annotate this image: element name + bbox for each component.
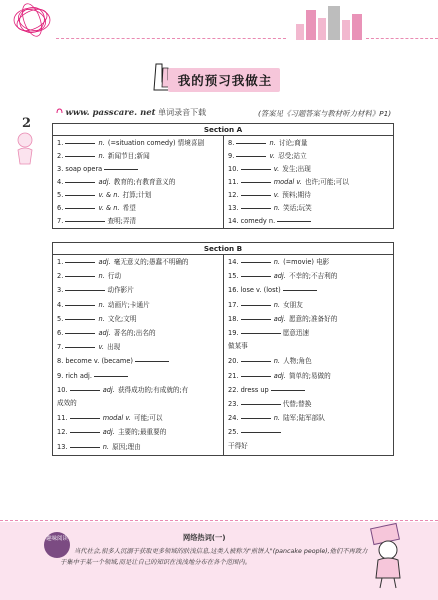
page-title: 我的预习我做主 (177, 73, 273, 88)
cartoon-icon (10, 130, 40, 170)
part-of-speech: adj. (273, 272, 288, 281)
vocab-row (228, 369, 393, 381)
vocab-row (57, 383, 222, 395)
item-definition: 陆军;陆军部队 (283, 414, 325, 423)
answer-blank[interactable] (65, 214, 105, 222)
header-decoration (0, 0, 438, 60)
answer-blank[interactable] (241, 188, 271, 196)
answer-blank[interactable] (241, 255, 271, 263)
part-of-speech: adj. (273, 314, 288, 323)
item-number: 4. (57, 178, 66, 186)
section-b-title: Section B (53, 243, 393, 255)
part-of-speech: n. (98, 300, 107, 309)
item-definition: (=movie) 电影 (283, 258, 330, 266)
item-number: 13. (228, 204, 241, 212)
item-definition: 干得好 (228, 441, 248, 450)
vocab-row (228, 440, 393, 452)
vocab-row (57, 149, 222, 161)
item-number: 16. (228, 286, 241, 295)
vocab-row (57, 269, 222, 281)
vocab-row (57, 369, 222, 381)
answer-blank[interactable] (241, 162, 271, 170)
part-of-speech: n. (98, 152, 107, 160)
item-definition: 文化;文明 (107, 314, 137, 323)
part-of-speech: n. (273, 414, 283, 423)
item-number: 2. (57, 272, 66, 281)
part-of-speech: v. (273, 165, 282, 173)
vocab-row (57, 162, 222, 174)
item-definition: 行动 (107, 272, 122, 281)
item-definition: dress up (240, 385, 269, 394)
item-definition: 打算;计划 (122, 191, 152, 199)
vocab-row (57, 201, 222, 213)
vocab-row (57, 411, 222, 423)
answer-blank[interactable] (236, 136, 266, 144)
answer-blank[interactable] (65, 201, 95, 209)
item-number: 15. (228, 272, 241, 281)
item-definition: 获得成功的;有成就的;有 (117, 385, 189, 394)
vocab-row (228, 255, 393, 267)
item-number: 6. (57, 329, 66, 337)
item-number: 18. (228, 314, 241, 323)
answer-blank[interactable] (135, 354, 169, 362)
answer-blank[interactable] (65, 149, 95, 157)
part-of-speech: n. (102, 442, 112, 451)
item-definition: lose v. (lost) (240, 286, 281, 295)
part-of-speech: n. (98, 272, 107, 281)
part-of-speech: n. (269, 139, 278, 147)
part-of-speech: n. (273, 300, 283, 309)
vocab-row (228, 162, 393, 174)
item-definition: 教育的;有教育意义的 (113, 178, 176, 186)
item-number: 1. (57, 139, 66, 147)
vocab-row (228, 298, 393, 310)
part-of-speech: v. & n. (98, 204, 122, 212)
answer-blank[interactable] (241, 411, 271, 419)
item-number: 5. (57, 314, 66, 323)
part-of-speech: v. & n. (98, 191, 122, 199)
vocab-row (57, 283, 222, 295)
item-number: 11. (57, 414, 70, 423)
answer-blank[interactable] (65, 312, 95, 320)
item-definition: 不幸的;不吉利的 (288, 272, 338, 281)
footer-title: 网络热词(一) (183, 533, 226, 542)
item-definition: 简单的;易做的 (288, 371, 331, 380)
vocab-row (228, 149, 393, 161)
item-number: 3. (57, 165, 66, 173)
item-definition: 女朋友 (283, 300, 303, 309)
headphone-icon (56, 108, 63, 115)
vocab-row (57, 298, 222, 310)
item-definition: 发生;出现 (282, 165, 311, 173)
vocab-row (57, 312, 222, 324)
item-number: 7. (57, 217, 66, 225)
section-a-title: Section A (53, 124, 393, 136)
section-b-table (52, 242, 394, 456)
scribble-icon (8, 2, 56, 42)
answer-blank[interactable] (70, 425, 100, 433)
item-number: 7. (57, 343, 66, 352)
item-number: 19. (228, 329, 241, 337)
answer-blank[interactable] (241, 326, 281, 334)
item-number: 21. (228, 371, 241, 380)
item-definition: 新闻节目;新闻 (107, 152, 150, 160)
item-number: 9. (57, 371, 66, 380)
item-definition: 出现 (107, 343, 121, 352)
item-definition: (=situation comedy) 情境喜剧 (107, 139, 205, 147)
item-definition: 做某事 (228, 342, 248, 351)
answer-blank[interactable] (70, 411, 100, 419)
vocab-row (228, 201, 393, 213)
item-number: 23. (228, 400, 241, 408)
footer-body: 当代社会,很多人沉溺于获取更多领域的肤浅信息,这类人被称为"煎饼人"(pancake people),他们不再致力于集中于某一个领域,而是让自己的知识在浅浅地分布在各个范围内。 (60, 548, 368, 566)
vocab-row (57, 340, 222, 352)
answer-blank[interactable] (241, 298, 271, 306)
site-suffix: 单词录音下载 (155, 108, 207, 117)
vocab-row (228, 312, 393, 324)
vocab-row (228, 188, 393, 200)
item-definition: 主要的;最重要的 (117, 428, 167, 437)
item-definition: comedy n. (240, 217, 276, 225)
item-definition: soap opera (65, 165, 103, 173)
part-of-speech: n. (98, 139, 107, 147)
answer-blank[interactable] (241, 354, 271, 362)
vocab-row (228, 397, 393, 409)
answer-blank[interactable] (65, 175, 95, 183)
vocab-row (228, 175, 393, 187)
vocab-row (228, 326, 393, 338)
item-definition: become v. (became) (65, 357, 133, 366)
item-number: 8. (57, 357, 66, 366)
item-definition: 讨论;商量 (278, 139, 308, 147)
item-definition: 成效的 (57, 399, 77, 407)
item-definition: 毫无意义的;愚蠢不明确的 (113, 258, 189, 266)
vocab-row (57, 425, 222, 437)
item-number: 25. (228, 428, 241, 437)
vocab-row (228, 283, 393, 295)
vocab-row (57, 326, 222, 338)
answer-blank[interactable] (65, 255, 95, 263)
item-definition: 希望 (122, 204, 136, 212)
vocab-row (57, 397, 222, 409)
item-number: 12. (228, 191, 241, 199)
part-of-speech: v. (98, 343, 107, 352)
item-number: 1. (57, 258, 66, 266)
item-definition: 笑话;玩笑 (283, 204, 312, 212)
answer-blank[interactable] (283, 283, 317, 291)
answer-blank[interactable] (104, 162, 138, 170)
vocab-row (228, 136, 393, 148)
item-definition: 代替;替换 (282, 400, 312, 408)
vocab-row (228, 340, 393, 352)
item-definition: 可能;可以 (133, 414, 163, 423)
item-definition: 动画片;卡通片 (107, 300, 150, 309)
item-number: 14. (228, 258, 241, 266)
item-number: 11. (228, 178, 241, 186)
item-number: 8. (228, 139, 237, 147)
item-number: 2. (57, 152, 66, 160)
site-link[interactable] (56, 107, 206, 118)
vocab-row (57, 136, 222, 148)
item-number: 22. (228, 385, 241, 394)
vocab-row (228, 214, 393, 226)
answer-blank[interactable] (241, 175, 271, 183)
answer-blank[interactable] (65, 283, 105, 291)
item-definition: 原因;理由 (112, 442, 141, 451)
answer-blank[interactable] (271, 383, 305, 391)
item-number: 17. (228, 300, 241, 309)
answer-blank[interactable] (241, 397, 281, 405)
item-number: 6. (57, 204, 66, 212)
item-number: 13. (57, 442, 70, 451)
item-number: 20. (228, 357, 241, 366)
answer-blank[interactable] (94, 369, 128, 377)
item-definition: 著名的;出名的 (113, 329, 156, 337)
answer-blank[interactable] (70, 383, 100, 391)
item-number: 10. (57, 385, 70, 394)
vocab-row (57, 214, 222, 226)
answer-blank[interactable] (241, 425, 281, 433)
vocab-row (57, 188, 222, 200)
part-of-speech: adj. (98, 178, 113, 186)
part-of-speech: modal v. (273, 178, 304, 186)
answer-blank[interactable] (65, 188, 95, 196)
reading-girl-icon (362, 520, 414, 590)
vocab-row (57, 354, 222, 366)
answer-blank[interactable] (65, 340, 95, 348)
answer-blank[interactable] (241, 201, 271, 209)
part-of-speech: modal v. (102, 414, 133, 423)
vocab-row (57, 440, 222, 452)
vocab-row (57, 255, 222, 267)
answer-blank[interactable] (241, 369, 271, 377)
part-of-speech: n. (273, 204, 283, 212)
answer-blank[interactable] (277, 214, 311, 222)
answer-blank[interactable] (241, 312, 271, 320)
item-number: 4. (57, 300, 66, 309)
item-number: 12. (57, 428, 70, 437)
answer-blank[interactable] (65, 298, 95, 306)
vocab-row (228, 411, 393, 423)
page-number: 2 (22, 116, 32, 131)
part-of-speech: v. (269, 152, 278, 160)
answer-blank[interactable] (65, 136, 95, 144)
item-definition: 也许;可能;可以 (304, 178, 349, 186)
item-definition: 忍受;站立 (278, 152, 307, 160)
answer-blank[interactable] (70, 440, 100, 448)
part-of-speech: adj. (98, 258, 113, 266)
vocab-row (228, 425, 393, 437)
vocab-row (228, 354, 393, 366)
item-number: 9. (228, 152, 237, 160)
answer-blank[interactable] (236, 149, 266, 157)
vocab-row (228, 383, 393, 395)
answer-note: (答案见《习题答案与教材听力材料》P1) (258, 109, 392, 118)
vocab-row (228, 269, 393, 281)
item-number: 24. (228, 414, 241, 423)
item-definition: 预料;期待 (282, 191, 311, 199)
site-url: www. passcare. net (65, 108, 156, 118)
item-number: 5. (57, 191, 66, 199)
item-number: 10. (228, 165, 241, 173)
answer-blank[interactable] (65, 269, 95, 277)
item-definition: 愿意迅速 (282, 329, 310, 337)
item-definition: 愿意的;准备好的 (288, 314, 338, 323)
item-definition: 人物;角色 (283, 357, 312, 366)
part-of-speech: n. (98, 314, 107, 323)
item-number: 14. (228, 217, 241, 225)
part-of-speech: adj. (98, 329, 113, 337)
item-definition: 查明;弄清 (107, 217, 137, 225)
item-number: 3. (57, 286, 66, 295)
part-of-speech: adj. (102, 385, 117, 394)
answer-blank[interactable] (65, 326, 95, 334)
part-of-speech: n. (273, 357, 283, 366)
part-of-speech: adj. (273, 371, 288, 380)
answer-blank[interactable] (241, 269, 271, 277)
vocab-row (57, 175, 222, 187)
part-of-speech: n. (273, 258, 283, 266)
part-of-speech: v. (273, 191, 282, 199)
part-of-speech: adj. (102, 428, 117, 437)
section-a-table (52, 123, 394, 229)
item-definition: rich adj. (65, 371, 92, 380)
item-definition: 动作影片 (107, 286, 134, 295)
badge-label: 趣味阅读 (46, 536, 68, 542)
